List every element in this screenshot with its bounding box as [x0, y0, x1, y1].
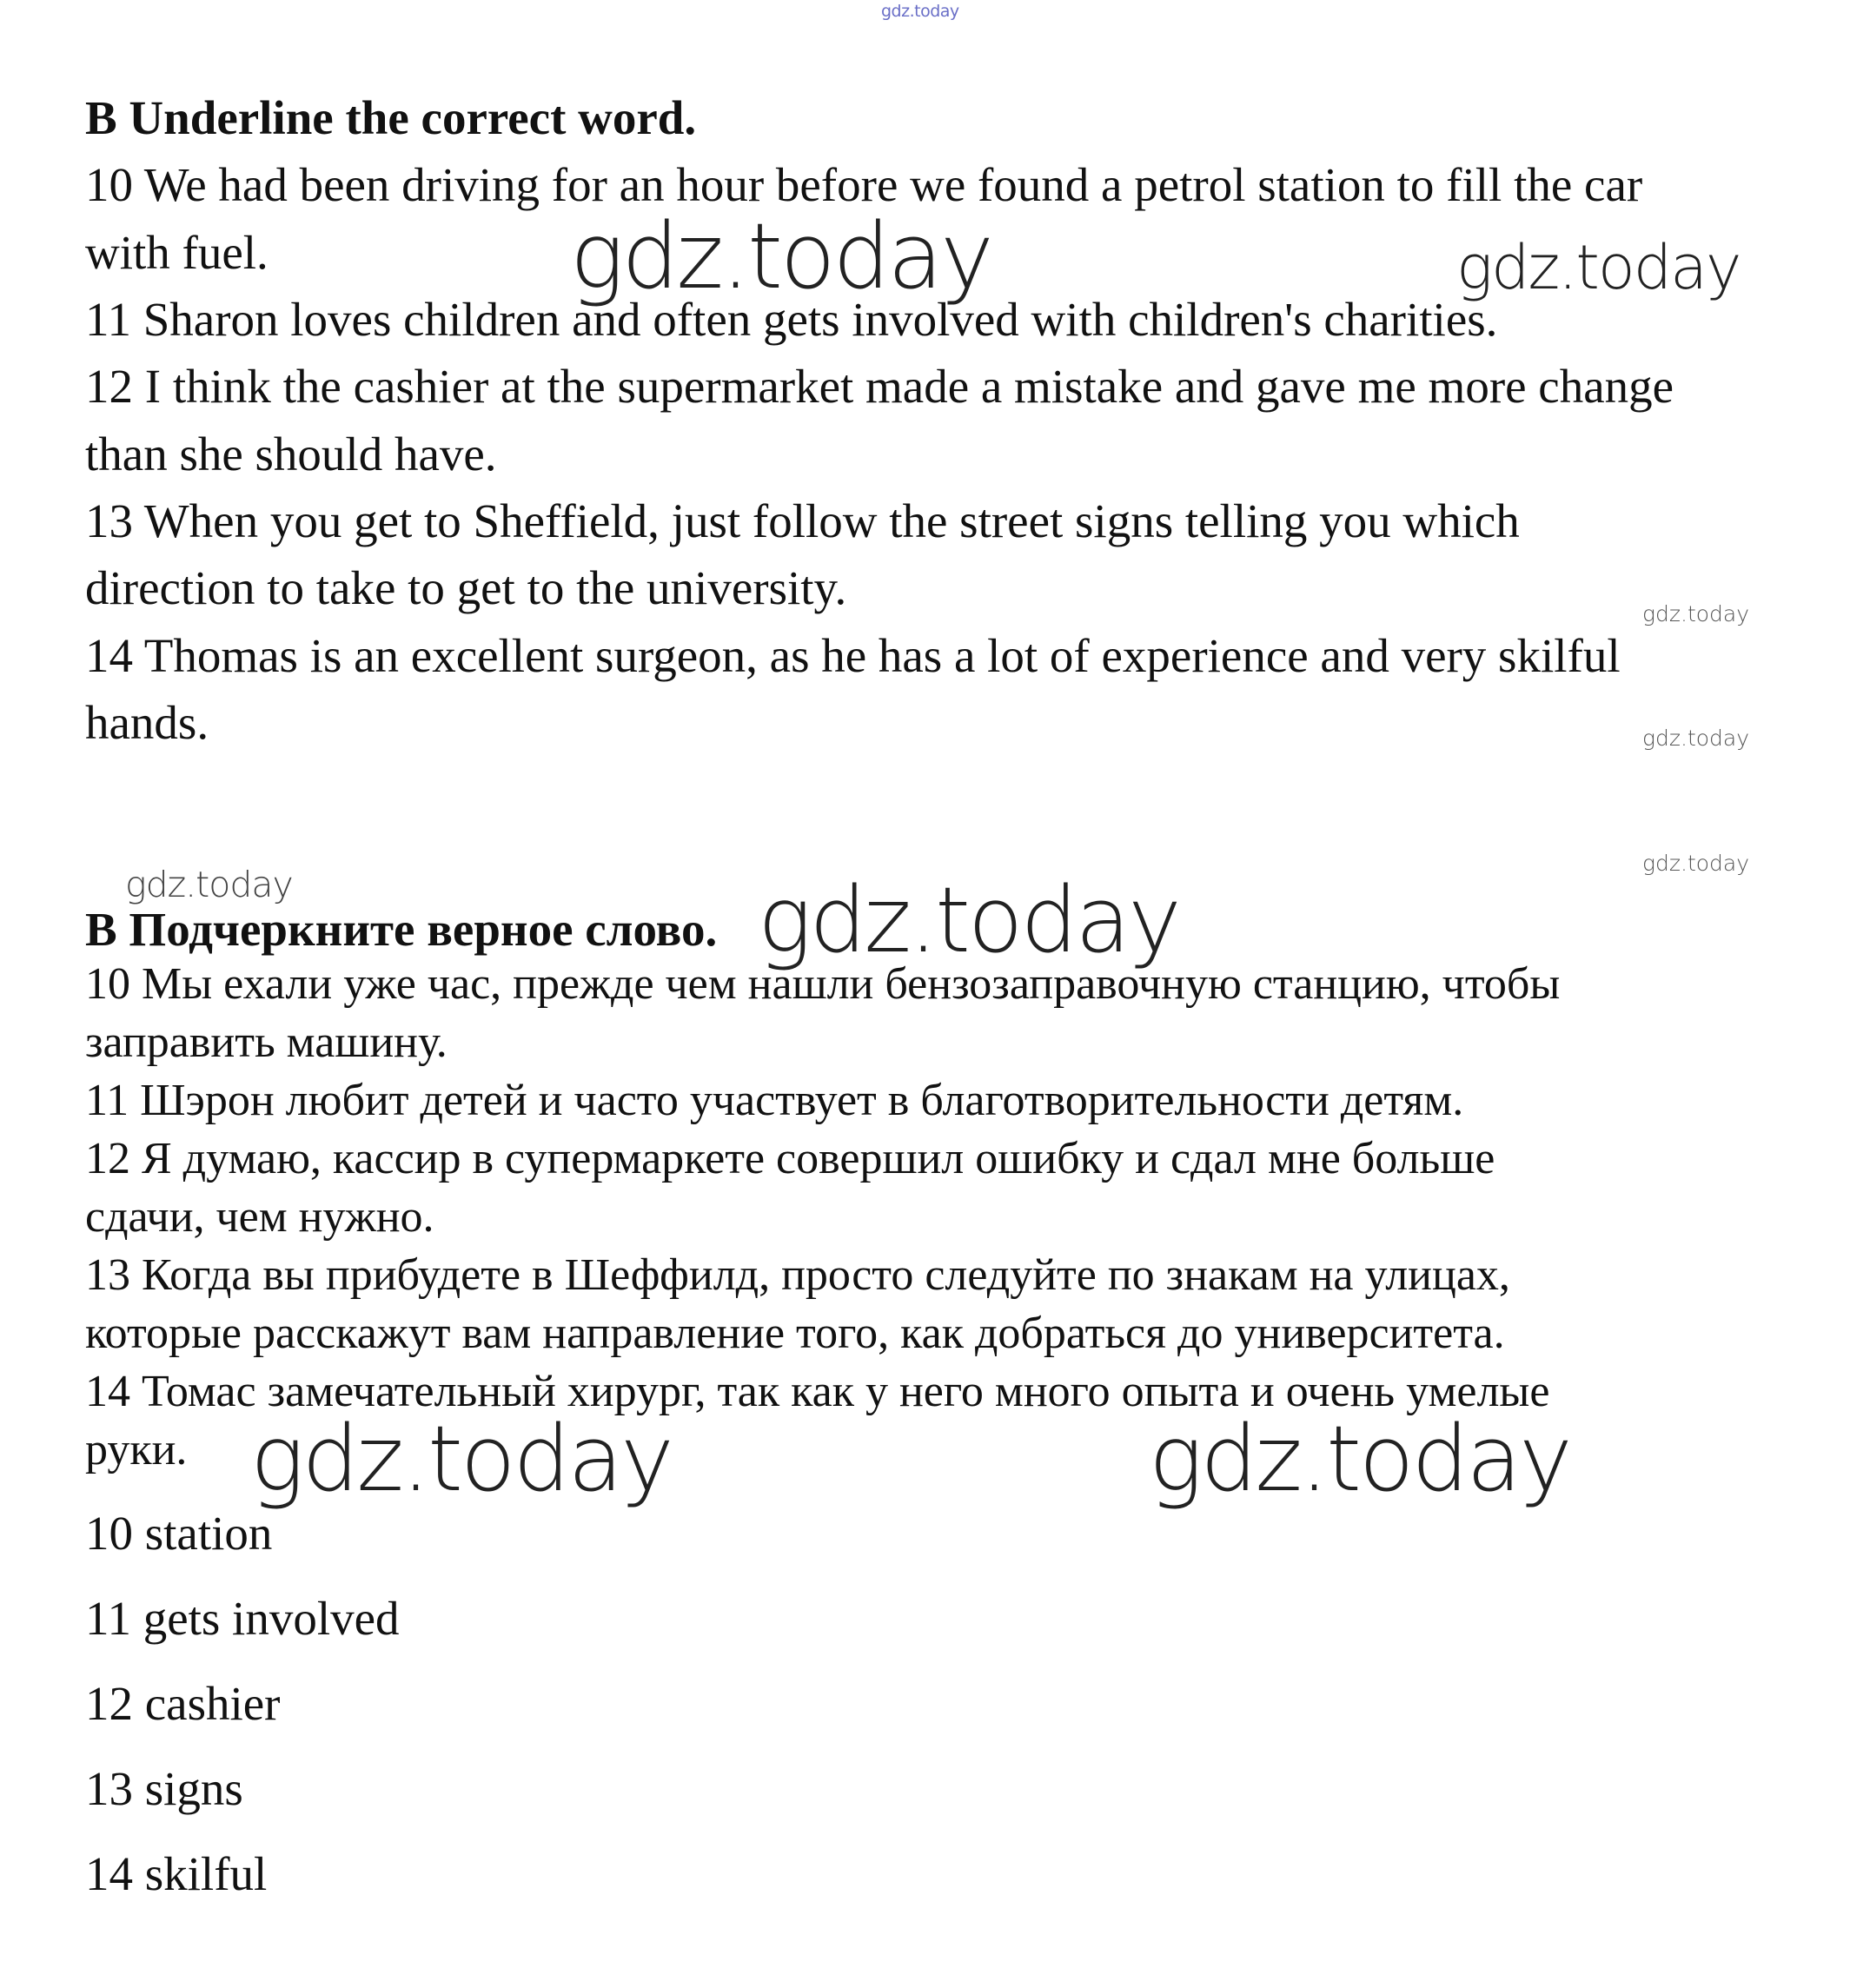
- answer-item: 12 cashier: [85, 1677, 281, 1730]
- watermark: gdz.today: [1642, 851, 1750, 876]
- answer-item: 14 skilful: [85, 1847, 268, 1900]
- english-line: with fuel.: [85, 226, 269, 279]
- answer-item: 11 gets involved: [85, 1592, 400, 1645]
- watermark: gdz.today: [250, 1406, 672, 1512]
- watermark: gdz.today: [570, 203, 991, 309]
- answer-item: 10 station: [85, 1507, 273, 1560]
- watermark-top: gdz.today: [881, 2, 959, 21]
- watermark: gdz.today: [1642, 601, 1750, 626]
- watermark: gdz.today: [1149, 1406, 1570, 1512]
- english-line: 13 When you get to Sheffield, just follow the street signs telling you which: [85, 494, 1520, 547]
- english-line: hands.: [85, 696, 209, 749]
- watermark: gdz.today: [1642, 726, 1750, 751]
- english-line: 12 I think the cashier at the supermarket made a mistake and gave me more change: [85, 360, 1674, 413]
- watermark: gdz.today: [125, 864, 293, 905]
- russian-line: 11 Шэрон любит детей и часто участвует в благотворительности детям.: [85, 1076, 1464, 1125]
- english-line: 10 We had been driving for an hour before we found a petrol station to fill the car: [85, 158, 1643, 211]
- russian-line: 14 Томас замечательный хирург, так как у него много опыта и очень умелые: [85, 1367, 1550, 1416]
- russian-line: сдачи, чем нужно.: [85, 1192, 434, 1242]
- watermark: gdz.today: [1456, 232, 1741, 303]
- english-line: 14 Thomas is an excellent surgeon, as he has a lot of experience and very skilful: [85, 629, 1621, 682]
- english-line: 11 Sharon loves children and often gets involved with children's charities.: [85, 293, 1498, 346]
- russian-line: 12 Я думаю, кассир в супермаркете совершил ошибку и сдал мне больше: [85, 1134, 1495, 1183]
- english-line: than she should have.: [85, 427, 497, 480]
- russian-heading: B Подчеркните верное слово.: [85, 903, 718, 956]
- russian-line: которые расскажут вам направление того, как добраться до университета.: [85, 1309, 1505, 1358]
- russian-line: руки.: [85, 1425, 188, 1474]
- russian-line: 10 Мы ехали уже час, прежде чем нашли бензозаправочную станцию, чтобы: [85, 959, 1561, 1009]
- answer-item: 13 signs: [85, 1762, 243, 1815]
- english-line: direction to take to get to the university.: [85, 561, 847, 614]
- english-heading: B Underline the correct word.: [85, 91, 697, 144]
- watermark: gdz.today: [758, 867, 1179, 973]
- russian-line: 13 Когда вы прибудете в Шеффилд, просто следуйте по знакам на улицах,: [85, 1250, 1510, 1300]
- russian-line: заправить машину.: [85, 1017, 448, 1067]
